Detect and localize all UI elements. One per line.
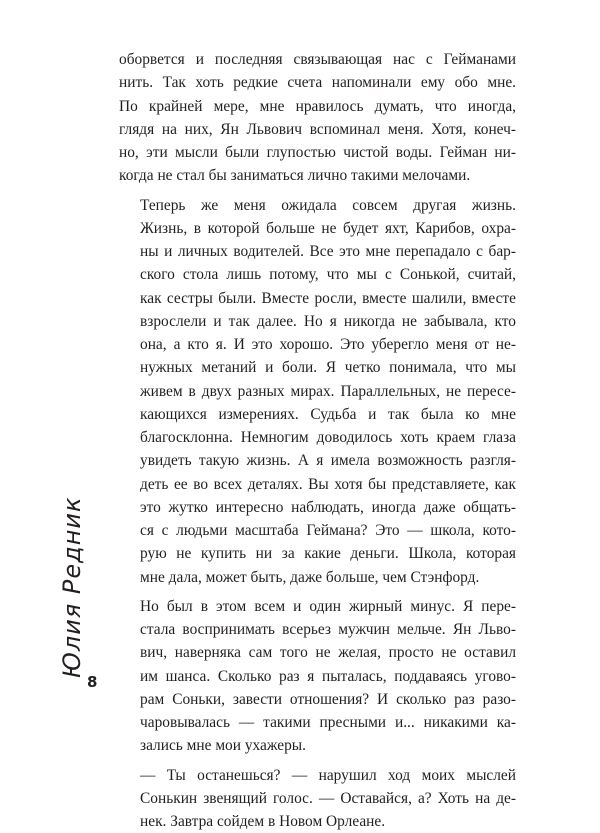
author-name: Юлия Редник: [58, 528, 86, 678]
text-line: это жутко интересно наблюдать, иногда даже общать-: [119, 496, 516, 519]
text-line: нить. Так хоть редкие счета напоминали ему обо мне.: [119, 71, 516, 94]
text-line: рую не купить ни за какие деньги. Школа, которая: [119, 542, 516, 565]
text-line: ны и личных водителей. Все это мне перепадало с бар-: [119, 240, 516, 263]
text-line: Жизнь, в которой больше не будет яхт, Карибов, охра-: [119, 217, 516, 240]
author-name-vertical: [58, 528, 96, 678]
text-line: чаровывалась — такими пресными и... никакими ка-: [119, 711, 516, 734]
text-line: оборвется и последняя связывающая нас с Гейманами: [119, 48, 516, 71]
text-line: благосклонна. Немногим доводилось хоть краем глаза: [119, 426, 516, 449]
text-line-last: зались мне мои ухажеры.: [119, 734, 516, 757]
paragraph-1: [119, 48, 516, 188]
text-line: Сонькин звенящий голос. — Оставайся, а? Хоть на де-: [119, 787, 516, 810]
paragraph-3: [119, 595, 516, 758]
text-line: увидеть такую жизнь. А я имела возможность разгля-: [119, 449, 516, 472]
paragraph-2: [119, 194, 516, 589]
text-line: живем в двух разных мирах. Параллельных, не пересе-: [119, 380, 516, 403]
text-line: кающихся измерениях. Судьба и так была ко мне: [119, 403, 516, 426]
text-line: она, а кто я. И это хорошо. Это уберегло меня от не-: [119, 333, 516, 356]
text-line: ского стола лишь потому, что мы с Сонькой, считай,: [119, 263, 516, 286]
text-line: Но был в этом всем и один жирный минус. Я пере-: [119, 595, 516, 618]
text-line: ся с людьми масштаба Геймана? Это — школа, кото-: [119, 519, 516, 542]
text-line: — Ты останешься? — нарушил ход моих мыслей: [119, 764, 516, 787]
text-line: стала воспринимать всерьез мужчин мельче. Ян Льво-: [119, 618, 516, 641]
text-line: Теперь же меня ожидала совсем другая жизнь.: [119, 194, 516, 217]
text-line: По крайней мере, мне нравилось думать, что иногда,: [119, 95, 516, 118]
paragraph-4: [119, 764, 516, 833]
body-text: [119, 48, 516, 833]
text-line: им шанса. Сколько раз я пыталась, поддаваясь угово-: [119, 665, 516, 688]
text-line: взрослели и так далее. Но я никогда не забывала, кто: [119, 310, 516, 333]
text-line: нужных метаний и боли. Я четко понимала, что мы: [119, 356, 516, 379]
text-line-last: нек. Завтра сойдем в Новом Орлеане.: [119, 810, 516, 833]
text-line: вич, наверняка сам того не желая, просто не оставил: [119, 641, 516, 664]
text-line: рам Соньки, завести отношения? И сколько раз разо-: [119, 688, 516, 711]
page-number: 8: [87, 673, 97, 691]
text-line-last: когда не стал бы заниматься лично такими мелочами.: [119, 164, 516, 187]
text-line: но, эти мысли были глупостью чистой воды. Гейман ни-: [119, 141, 516, 164]
text-line: глядя на них, Ян Львович вспоминал меня. Хотя, конеч-: [119, 118, 516, 141]
text-line-last: мне дала, может быть, даже больше, чем Стэнфорд.: [119, 566, 516, 589]
text-line: как сестры были. Вместе росли, вместе шалили, вместе: [119, 287, 516, 310]
text-line: деть ее во всех деталях. Вы хотя бы представляете, как: [119, 473, 516, 496]
